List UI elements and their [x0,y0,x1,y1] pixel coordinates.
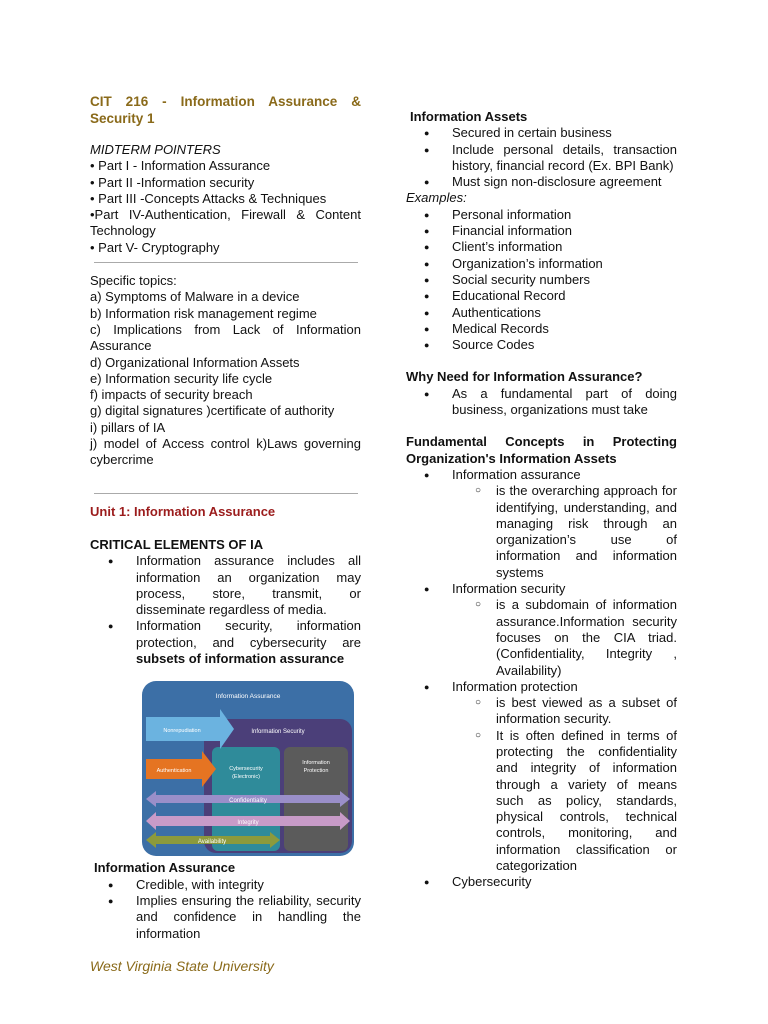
list-item: ● Include personal details, transaction history, financial record (Ex. BPI Bank) [406,142,677,175]
list-item: ● Credible, with integrity [90,877,361,893]
cyber-label: Cybersecurity [229,766,263,773]
list-item: ● Organization’s information [406,256,677,272]
topic-item: c) Implications from Lack of Information Assurance [90,321,361,354]
document-title: CIT 216 - Information Assurance & Security 1 [90,94,361,126]
list-item: ● Information security ○ is a subdomain of information assurance.Information security focuses on the CIA triad. (Confidentiality, Integrity , Availability) [406,581,677,679]
list-item: ● Information security, information protection, and cybersecurity are subsets of information assurance [90,618,361,667]
midterm-heading: MIDTERM POINTERS [90,142,221,157]
ia-label: Information Assurance [215,693,281,701]
list-item: ● Secured in certain business [406,125,677,141]
list-item: ● Must sign non-disclosure agreement [406,174,677,190]
integrity-label: Integrity [237,820,259,827]
list-item: ● Information assurance includes all information an organization may process, store, transmit, or disseminate regardless of media. [90,553,361,618]
right-column [406,109,677,891]
midterm-item: • Part I - Information Assurance [90,158,271,174]
assets-list [406,125,677,190]
ia-diagram [142,681,354,856]
midterm-item: •Part IV-Authentication, Firewall & Content Technology [90,207,361,239]
sub-list-item: ○ is a subdomain of information assurance.Information security focuses on the CIA triad. (Confidentiality, Integrity , Availability) [406,597,677,678]
examples-label: Examples: [406,190,467,206]
authentication-label: Authentication [156,768,192,775]
critical-heading: CRITICAL ELEMENTS OF IA [90,536,264,552]
ip-label: Information [302,760,330,767]
sub-list-item: ○ It is often defined in terms of protecting the confidentiality and integrity of information through a variety of means such as policy, standards, physical controls, technical controls, monitoring, and information classification or categorization [406,728,677,875]
assets-heading: Information Assets [410,109,528,124]
ip-label-2: Protection [303,768,329,775]
list-item: ● Cybersecurity [406,874,677,890]
examples-list [406,207,677,354]
midterm-item: • Part II -Information security [90,174,255,190]
topic-item: a) Symptoms of Malware in a device [90,289,300,305]
list-item: ● Financial information [406,223,677,239]
divider [94,262,358,263]
availability-label: Availability [197,839,227,846]
unit-heading: Unit 1: Information Assurance [90,503,276,519]
critical-list [90,553,361,667]
why-list [406,386,677,419]
fundamental-heading: Fundamental Concepts in Protecting Organization's Information Assets [406,434,677,466]
midterm-item: • Part III -Concepts Attacks & Techniques [90,190,327,206]
list-item: ● Information protection ○ is best viewed as a subset of information security. ○ It is often defined in terms of protecting the confidentiality and integrity of information through a variety of means such as policy, standards, physical controls, technical controls, monitoring, and information classification or categorization [406,679,677,875]
topic-item: b) Information risk management regime [90,305,317,321]
topic-item: f) impacts of security breach [90,387,253,403]
why-heading: Why Need for Information Assurance? [406,369,643,385]
is-label: Information Security [251,729,305,736]
divider [94,493,358,494]
topics-heading: Specific topics: [90,273,177,289]
confidentiality-label: Confidentiality [229,798,267,805]
footer-university: West Virginia State University [90,958,274,974]
cyber-sub-label: (Electronic) [232,774,260,781]
topic-item: g) digital signatures )certificate of authority [90,403,335,419]
topic-item: d) Organizational Information Assets [90,354,300,370]
list-item: ● Information assurance ○ is the overarching approach for identifying, understanding, and managing risk through an organization’s use of information and information systems [406,467,677,581]
topic-item: i) pillars of IA [90,419,166,435]
list-item: ● Social security numbers [406,272,677,288]
topic-item: j) model of Access control k)Laws governing cybercrime [90,436,361,468]
topic-item: e) Information security life cycle [90,370,273,386]
ia-section-list [90,877,361,942]
list-item: ● Client’s information [406,239,677,255]
nonrepudiation-label: Nonrepudiation [163,728,201,735]
list-item: ● Personal information [406,207,677,223]
sub-list-item: ○ is the overarching approach for identifying, understanding, and managing risk through an organization’s use of information and information systems [406,483,677,581]
midterm-item: • Part V- Cryptography [90,239,220,255]
list-item: ● Educational Record [406,288,677,304]
fundamental-list [406,467,677,891]
list-item: ● Implies ensuring the reliability, security and confidence in handling the information [90,893,361,942]
left-column [90,93,361,942]
sub-list-item: ○ is best viewed as a subset of information security. [406,695,677,728]
list-item: ● As a fundamental part of doing business, organizations must take [406,386,677,419]
list-item: ● Source Codes [406,337,677,353]
list-item: ● Medical Records [406,321,677,337]
list-item: ● Authentications [406,305,677,321]
ia-section-heading: Information Assurance [94,860,236,876]
